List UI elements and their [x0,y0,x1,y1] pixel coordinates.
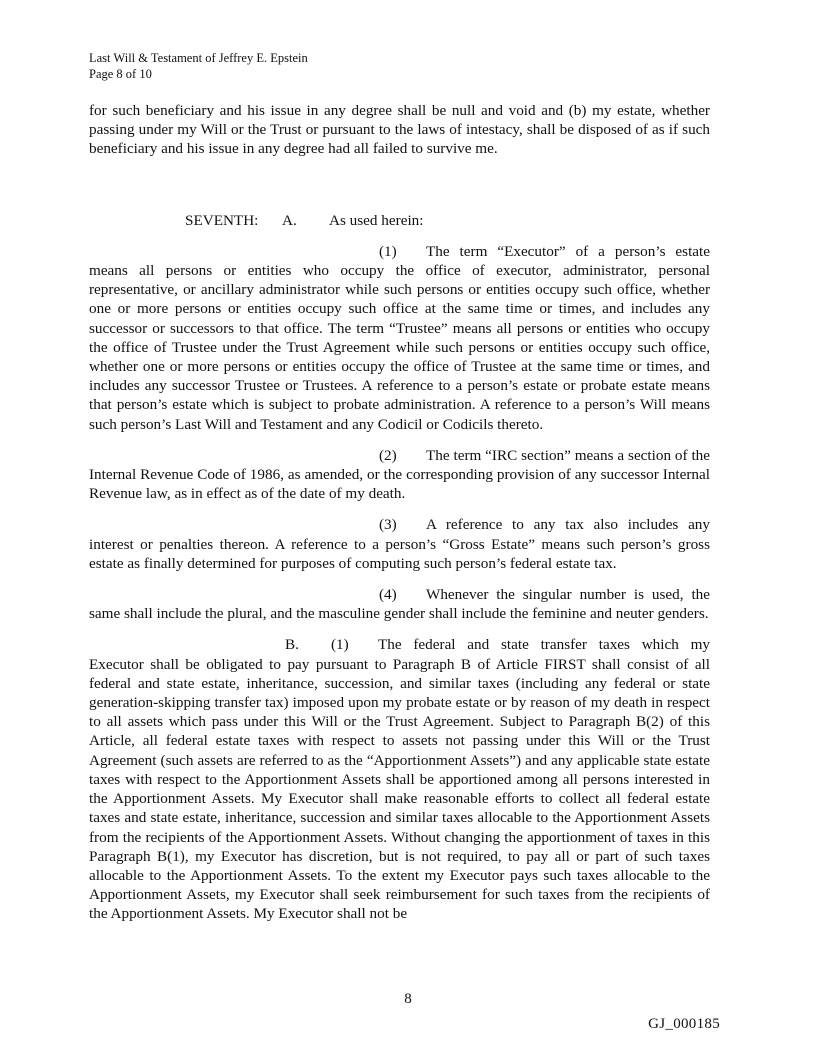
section-b-label: B. [285,636,299,654]
paragraph-text: The term “Executor” of a person’s estate means all persons or entities who occupy the office of executor, administrator, personal representative, or ancillary administrator while such persons or entities occupy such office, whether one or more persons or entities occupy such office at the same time or times, and includes any successor or successors to that office. The term “Trustee” means all persons or entities who occupy the office of Trustee under the Trust Agreement while such persons or entities occupy such office, whether one or more persons or entities occupy the office of Trustee at the same time or times, and includes any successor Trustee or Trustees. A reference to a person’s estate or probate estate means that person’s estate which is subject to probate administration. A reference to a person’s Will means such person’s Last Will and Testament and any Codicil or Codicils thereto. [89,242,710,433]
section-a-label: A. [282,211,297,229]
paragraph-number: (2) [379,446,397,464]
paragraph-text: The term “IRC section” means a section of the Internal Revenue Code of 1986, as amended, or the corresponding provision of any successor Internal Revenue law, as in effect as of the date of my death. [89,446,710,503]
header-title: Last Will & Testament of Jeffrey E. Epstein [89,51,308,65]
paragraph-text: Whenever the singular number is used, the same shall include the plural, and the masculine gender shall include the feminine and neuter genders. [89,586,710,623]
paragraph-number: (3) [379,516,397,534]
article-seventh-heading [89,211,710,230]
paragraph-number: (1) [331,636,349,654]
paragraph-b1 [89,635,710,923]
paragraph-continuation: for such beneficiary and his issue in any degree shall be null and void and (b) my estate, whether passing under my Will or the Trust or pursuant to the laws of intestacy, shall be disposed of as if such beneficiary and his issue in any degree had all failed to survive me. [89,102,710,158]
paragraph-text: The federal and state transfer taxes which my Executor shall be obligated to pay pursuant to Paragraph B of Article FIRST shall consist of all federal and state estate, inheritance, succession, and similar taxes (including any federal or state generation-skipping transfer tax) imposed upon my probate estate or by reason of my death in respect to all assets which pass under this Will or the Trust Agreement. Subject to Paragraph B(2) of this Article, all federal estate taxes with respect to assets not passing under this Will or the Trust Agreement (such assets are referred to as the “Apportionment Assets”) and any applicable state estate taxes with respect to the Apportionment Assets shall be apportioned among all persons interested in the Apportionment Assets. My Executor shall make reasonable efforts to collect all federal estate taxes and state estate, inheritance, succession and similar taxes allocable to the Apportionment Assets from the recipients of the Apportionment Assets. Without changing the apportionment of taxes in this Paragraph B(1), my Executor has discretion, but is not required, to pay all or part of such taxes allocable to the Apportionment Assets. To the extent my Executor pays such taxes allocable to the Apportionment Assets, my Executor shall seek reimbursement for such taxes from the recipients of the Apportionment Assets. My Executor shall not be [89,636,710,923]
paragraph-number: (1) [379,242,397,260]
paragraph-a4 [89,585,710,623]
paragraph-text: A reference to any tax also includes any interest or penalties thereon. A reference to a person’s “Gross Estate” means such person’s gross estate as finally determined for purposes of computing such person’s federal estate tax. [89,516,710,572]
bates-number: GJ_000185 [648,1016,720,1032]
document-header [89,50,308,82]
article-label: SEVENTH: [185,211,259,229]
page-number: 8 [404,991,412,1007]
header-page-indicator: Page 8 of 10 [89,67,152,81]
section-a-text: As used herein: [329,211,424,229]
paragraph-number: (4) [379,586,397,604]
document-body [89,101,710,924]
paragraph-a1 [89,242,710,434]
paragraph-a3 [89,515,710,573]
paragraph-a2 [89,446,710,504]
